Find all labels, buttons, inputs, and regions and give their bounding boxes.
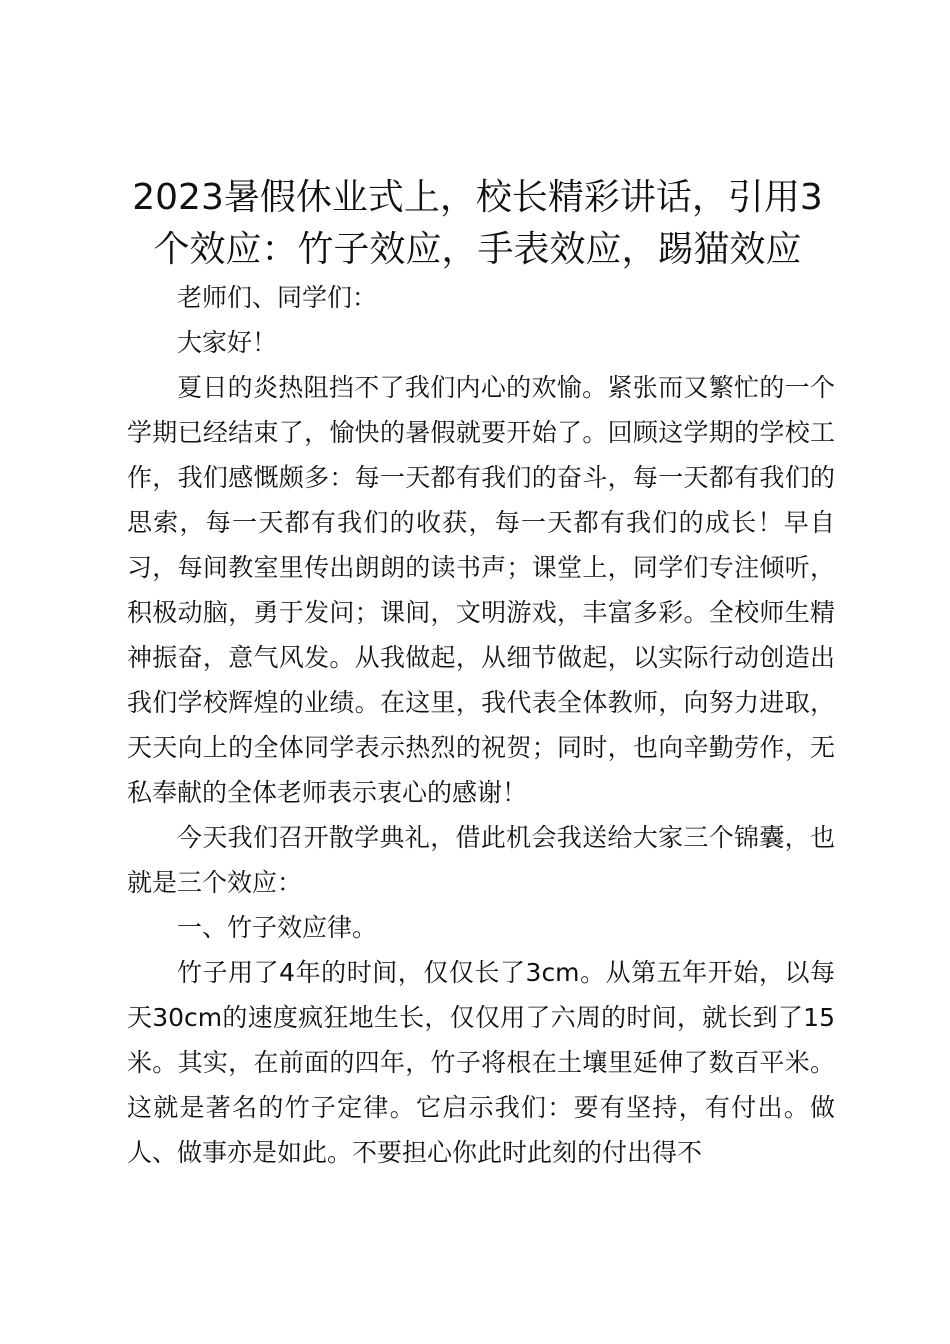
title-line-2: 个效应：竹子效应，手表效应，踢猫效应	[153, 229, 802, 270]
salutation: 老师们、同学们：	[177, 283, 378, 312]
document-title	[120, 172, 835, 276]
section-heading-bamboo: 一、竹子效应律。	[177, 913, 378, 942]
paragraph-bamboo-effect: 竹子用了4年的时间，仅仅长了3cm。从第五年开始，以每天30cm的速度疯狂地生长，仅仅用了六周的时间，就长到了15米。其实，在前面的四年，竹子将根在土壤里延伸了数百平米。这就是著名的竹子定律。它启示我们：要有坚持，有付出。做人、做事亦是如此。不要担心你此时此刻的付出得不	[127, 958, 835, 1167]
paragraph-review: 夏日的炎热阻挡不了我们内心的欢愉。紧张而又繁忙的一个学期已经结束了，愉快的暑假就要开始了。回顾这学期的学校工作，我们感慨颇多：每一天都有我们的奋斗，每一天都有我们的思索，每一天都有我们的收获，每一天都有我们的成长！早自习，每间教室里传出朗朗的读书声；课堂上，同学们专注倾听，积极动脑，勇于发问；课间，文明游戏，丰富多彩。全校师生精神振奋，意气风发。从我做起，从细节做起，以实际行动创造出我们学校辉煌的业绩。在这里，我代表全体教师，向努力进取，天天向上的全体同学表示热烈的祝贺；同时，也向辛勤劳作，无私奉献的全体老师表示衷心的感谢！	[127, 373, 835, 807]
title-line-1: 2023暑假休业式上，校长精彩讲话，引用3	[132, 177, 823, 218]
paragraph-intro-effects: 今天我们召开散学典礼，借此机会我送给大家三个锦囊，也就是三个效应：	[127, 823, 835, 897]
document-body	[127, 275, 835, 1175]
greeting: 大家好！	[177, 328, 278, 357]
